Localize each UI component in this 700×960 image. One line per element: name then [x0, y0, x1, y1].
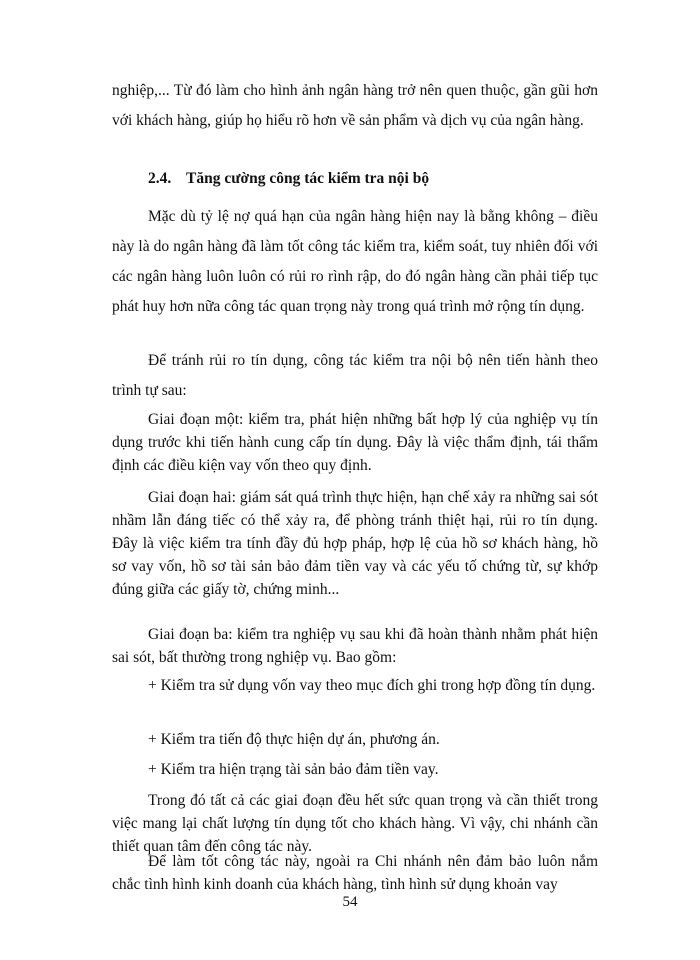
- section-heading: [148, 170, 429, 188]
- paragraph-stage-one: Giai đoạn một: kiểm tra, phát hiện những bất hợp lý của nghiệp vụ tín dụng trước khi tiến hành cung cấp tín dụng. Đây là việc thẩm định, tái thẩm định các điều kiện vay vốn theo quy định.: [112, 411, 598, 474]
- list-item-collateral-status: + Kiểm tra hiện trạng tài sản bảo đảm tiền vay.: [148, 761, 439, 778]
- paragraph-stage-two: Giai đoạn hai: giám sát quá trình thực hiện, hạn chế xảy ra những sai sót nhầm lẫn đáng tiếc có thể xảy ra, để phòng tránh thiệt hại, rủi ro tín dụng. Đây là việc kiểm tra tính đầy đủ hợp pháp, hợp lệ của hồ sơ khách hàng, hồ sơ vay vốn, hồ sơ tài sản bảo đảm tiền vay và các yếu tố chứng từ, sự khớp đúng giữa các giấy tờ, chứng minh...: [112, 489, 598, 598]
- section-number: 2.4.: [148, 170, 172, 187]
- paragraph-intro-continuation: nghiệp,... Từ đó làm cho hình ảnh ngân hàng trở nên quen thuộc, gần gũi hơn với khách hàng, giúp họ hiểu rõ hơn về sản phẩm và dịch vụ của ngân hàng.: [112, 82, 598, 129]
- paragraph-procedure-intro: Để tránh rủi ro tín dụng, công tác kiểm tra nội bộ nên tiến hành theo trình tự sau:: [112, 352, 598, 399]
- list-item-project-progress: + Kiểm tra tiến độ thực hiện dự án, phương án.: [148, 731, 440, 748]
- paragraph-overdue-debt: Mặc dù tỷ lệ nợ quá hạn của ngân hàng hiện nay là bằng không – điều này là do ngân hàng đã làm tốt công tác kiểm tra, kiểm soát, tuy nhiên đối với các ngân hàng luôn luôn có rủi ro rình rập, do đó ngân hàng cần phải tiếp tục phát huy hơn nữa công tác quan trọng này trong quá trình mở rộng tín dụng.: [112, 208, 598, 315]
- paragraph-importance: Trong đó tất cả các giai đoạn đều hết sức quan trọng và cần thiết trong việc mang lại chất lượng tín dụng tốt cho khách hàng. Vì vậy, chi nhánh cần thiết quan tâm đến công tác này.: [112, 792, 598, 855]
- list-item-loan-purpose: + Kiểm tra sử dụng vốn vay theo mục đích ghi trong hợp đồng tín dụng.: [148, 677, 596, 694]
- section-title: Tăng cường công tác kiểm tra nội bộ: [186, 170, 430, 187]
- paragraph-stage-three: Giai đoạn ba: kiểm tra nghiệp vụ sau khi đã hoàn thành nhằm phát hiện sai sót, bất thường trong nghiệp vụ. Bao gồm:: [112, 626, 598, 666]
- paragraph-recommendation: Để làm tốt công tác này, ngoài ra Chi nhánh nên đảm bảo luôn nắm chắc tình hình kinh doanh của khách hàng, tình hình sử dụng khoản vay: [112, 853, 598, 893]
- page-number: 54: [342, 894, 358, 910]
